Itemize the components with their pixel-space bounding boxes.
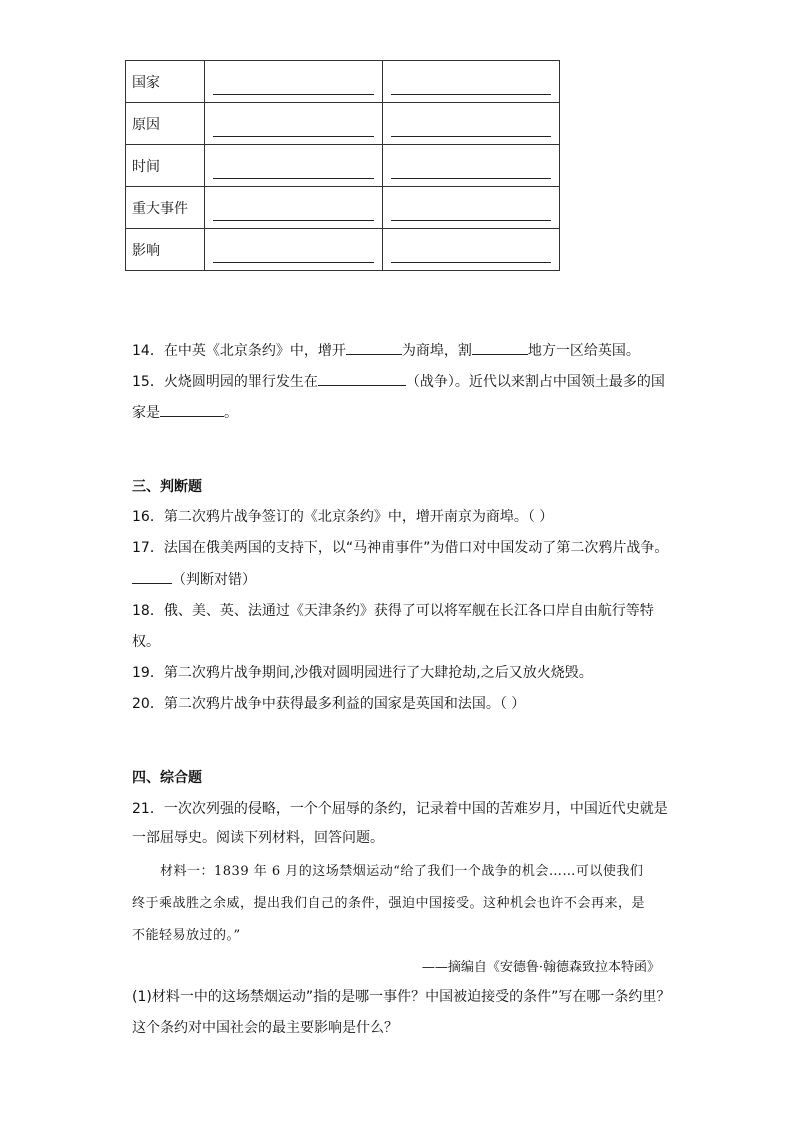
q14-text-3: 地方一区给英国。 (527, 343, 640, 359)
question-18: 18．俄、美、英、法通过《天津条约》获得了可以将军舰在长江各口岸自由航行等特 (132, 603, 654, 619)
answer-blank[interactable] (132, 569, 172, 584)
answer-blank[interactable] (383, 61, 560, 103)
row-label: 原因 (126, 103, 205, 145)
question-21-line-2: 一部屈辱史。阅读下列材料，回答问题。 (132, 830, 384, 846)
q17-text-2: （判断对错） (172, 572, 256, 588)
question-21: 21．一次次列强的侵略，一个个屈辱的条约，记录着中国的苦难岁月，中国近代史就是 (132, 801, 668, 817)
question-14 (132, 340, 640, 361)
question-20: 20．第二次鸦片战争中获得最多利益的国家是英国和法国。（ ） (132, 696, 526, 712)
row-label: 时间 (126, 145, 205, 187)
table-row (126, 103, 560, 145)
section-title-judgment: 三、判断题 (132, 479, 202, 495)
row-label: 国家 (126, 61, 205, 103)
material-source: ——摘编自《安德鲁·翰德森致拉本特函》 (421, 960, 660, 975)
row-label: 影响 (126, 229, 205, 271)
answer-blank[interactable] (160, 402, 224, 417)
table-row (126, 61, 560, 103)
question-15-line-2 (132, 402, 238, 423)
question-18-line-2: 权。 (132, 634, 160, 650)
q15-text-4: 。 (224, 405, 238, 421)
answer-blank[interactable] (205, 103, 383, 145)
answer-blank[interactable] (346, 340, 402, 355)
q15-text-3: 家是 (132, 405, 160, 421)
question-19: 19．第二次鸦片战争期间,沙俄对圆明园进行了大肆抢劫,之后又放火烧毁。 (132, 665, 593, 681)
table-row (126, 145, 560, 187)
material-one-line-2: 终于乘战胜之余威，提出我们自己的条件，强迫中国接受。这种机会也许不会再来，是 (132, 896, 646, 911)
answer-blank[interactable] (205, 145, 383, 187)
table-row (126, 187, 560, 229)
q15-text-1: 15．火烧圆明园的罪行发生在 (132, 374, 318, 390)
table-row (126, 229, 560, 271)
country-comparison-table (125, 60, 560, 271)
section-title-comprehensive: 四、综合题 (132, 770, 202, 786)
material-one-line-3: 不能轻易放过的。” (132, 928, 241, 943)
answer-blank[interactable] (383, 145, 560, 187)
answer-blank[interactable] (383, 229, 560, 271)
question-17-line-2 (132, 569, 256, 590)
answer-blank[interactable] (205, 187, 383, 229)
q14-text-2: 为商埠，割 (401, 343, 472, 359)
answer-blank[interactable] (318, 371, 406, 386)
sub-question-1-line-2: 这个条约对中国社会的最主要影响是什么？ (132, 1020, 398, 1036)
answer-blank[interactable] (383, 187, 560, 229)
row-label: 重大事件 (126, 187, 205, 229)
sub-question-1: (1)材料一中的这场禁烟运动”指的是哪一事件？中国被迫接受的条件”写在哪一条约里？ (132, 989, 671, 1005)
q15-text-2: （战争）。近代以来割占中国领土最多的国 (405, 374, 665, 390)
answer-blank[interactable] (205, 229, 383, 271)
answer-blank[interactable] (472, 340, 528, 355)
question-17: 17．法国在俄美两国的支持下，以“马神甫事件”为借口对中国发动了第二次鸦片战争。 (132, 540, 669, 556)
question-15 (132, 371, 665, 392)
material-one-line-1: 材料一：1839 年 6 月的这场禁烟运动“给了我们一个战争的机会……可以使我们 (160, 864, 644, 879)
answer-blank[interactable] (383, 103, 560, 145)
question-16: 16．第二次鸦片战争签订的《北京条约》中，增开南京为商埠。（ ） (132, 509, 554, 525)
answer-blank[interactable] (205, 61, 383, 103)
q14-text-1: 14．在中英《北京条约》中，增开 (132, 343, 346, 359)
